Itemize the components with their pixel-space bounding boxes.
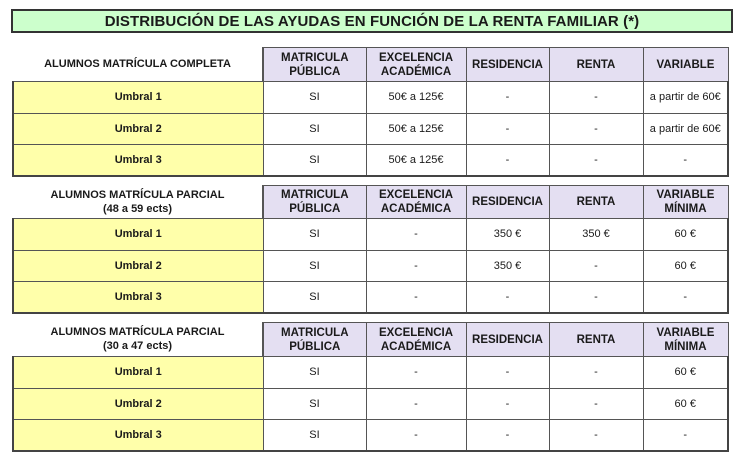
column-header-matricula-publica [263, 323, 366, 357]
cell-variable: a partir de 60€ [643, 82, 728, 114]
row-label-umbral: Umbral 2 [13, 113, 263, 145]
cell-variable: a partir de 60€ [643, 113, 728, 145]
cell-renta: - [549, 250, 643, 282]
cell-residencia: - [466, 357, 549, 389]
cell-excelencia-academica: 50€ a 125€ [366, 145, 466, 177]
header-line1: RESIDENCIA [472, 58, 543, 71]
table-row [13, 357, 728, 389]
header-line1: VARIABLE [656, 326, 715, 339]
table-section-label [13, 323, 263, 357]
column-header-matricula-publica [263, 48, 366, 82]
aid-table-matricula-parcial-48-59 [12, 185, 729, 314]
column-header-variable [643, 323, 728, 357]
column-header-renta [549, 186, 643, 219]
header-line1: MATRICULA [281, 51, 349, 64]
column-header-variable [643, 186, 728, 219]
cell-residencia: - [466, 282, 549, 314]
header-line1: RENTA [576, 333, 616, 346]
cell-matricula-publica: SI [263, 357, 366, 389]
section-label-line1: ALUMNOS MATRÍCULA PARCIAL [50, 188, 225, 201]
cell-matricula-publica: SI [263, 250, 366, 282]
row-label-umbral: Umbral 2 [13, 250, 263, 282]
header-line1: VARIABLE [656, 189, 715, 201]
table-section-label [13, 48, 263, 82]
row-label-umbral: Umbral 3 [13, 145, 263, 177]
cell-variable: 60 € [643, 357, 728, 389]
cell-variable: - [643, 282, 728, 314]
cell-variable: - [643, 420, 728, 452]
column-header-excelencia-academica [366, 48, 466, 82]
cell-residencia: - [466, 82, 549, 114]
cell-excelencia-academica: - [366, 282, 466, 314]
cell-excelencia-academica: - [366, 420, 466, 452]
header-line2: MÍNIMA [664, 340, 707, 353]
cell-excelencia-academica: - [366, 250, 466, 282]
column-header-residencia [466, 48, 549, 82]
cell-residencia: - [466, 145, 549, 177]
column-header-excelencia-academica [366, 323, 466, 357]
header-line1: VARIABLE [656, 58, 715, 71]
header-line1: MATRICULA [281, 326, 349, 339]
cell-excelencia-academica: - [366, 219, 466, 251]
cell-renta: 350 € [549, 219, 643, 251]
cell-residencia: 350 € [466, 219, 549, 251]
header-line1: MATRICULA [281, 189, 349, 201]
section-label-line2: (48 a 59 ects) [102, 202, 173, 215]
table-row [13, 420, 728, 452]
cell-matricula-publica: SI [263, 282, 366, 314]
header-line2: MÍNIMA [664, 203, 707, 215]
column-header-residencia [466, 186, 549, 219]
cell-matricula-publica: SI [263, 219, 366, 251]
header-line1: EXCELENCIA [378, 189, 454, 201]
header-line1: EXCELENCIA [378, 51, 454, 64]
row-label-umbral: Umbral 1 [13, 219, 263, 251]
header-line2: ACADÉMICA [380, 203, 452, 215]
row-label-umbral: Umbral 2 [13, 388, 263, 420]
cell-variable: 60 € [643, 219, 728, 251]
row-label-umbral: Umbral 3 [13, 420, 263, 452]
column-header-residencia [466, 323, 549, 357]
row-label-umbral: Umbral 1 [13, 357, 263, 389]
cell-residencia: - [466, 420, 549, 452]
section-label-line2: (30 a 47 ects) [102, 340, 173, 353]
table-row [13, 388, 728, 420]
cell-matricula-publica: SI [263, 113, 366, 145]
cell-matricula-publica: SI [263, 420, 366, 452]
cell-excelencia-academica: 50€ a 125€ [366, 113, 466, 145]
header-line2: ACADÉMICA [380, 65, 452, 78]
cell-matricula-publica: SI [263, 388, 366, 420]
cell-matricula-publica: SI [263, 145, 366, 177]
header-line1: RENTA [576, 58, 616, 71]
column-header-matricula-publica [263, 186, 366, 219]
header-line2: PÚBLICA [289, 65, 341, 78]
header-line1: RESIDENCIA [472, 196, 543, 208]
cell-renta: - [549, 420, 643, 452]
table-row [13, 113, 728, 145]
header-line2: PÚBLICA [289, 203, 341, 215]
header-line1: RENTA [576, 196, 616, 208]
document-title: DISTRIBUCIÓN DE LAS AYUDAS EN FUNCIÓN DE LA RENTA FAMILIAR (*) [11, 9, 733, 33]
cell-renta: - [549, 145, 643, 177]
cell-excelencia-academica: - [366, 357, 466, 389]
header-row [13, 323, 728, 357]
aid-table-matricula-completa [12, 47, 729, 177]
column-header-renta [549, 323, 643, 357]
table-row [13, 282, 728, 314]
header-row [13, 186, 728, 219]
cell-residencia: 350 € [466, 250, 549, 282]
section-label-line1: ALUMNOS MATRÍCULA PARCIAL [50, 326, 225, 339]
header-line1: EXCELENCIA [378, 326, 454, 339]
cell-variable: 60 € [643, 250, 728, 282]
header-line2: ACADÉMICA [380, 340, 452, 353]
section-label-line1: ALUMNOS MATRÍCULA COMPLETA [44, 58, 231, 71]
table-row [13, 82, 728, 114]
cell-matricula-publica: SI [263, 82, 366, 114]
header-line2: PÚBLICA [289, 340, 341, 353]
cell-variable: 60 € [643, 388, 728, 420]
column-header-excelencia-academica [366, 186, 466, 219]
cell-excelencia-academica: - [366, 388, 466, 420]
cell-renta: - [549, 388, 643, 420]
aid-table-matricula-parcial-30-47 [12, 322, 729, 452]
cell-renta: - [549, 113, 643, 145]
header-line1: RESIDENCIA [472, 333, 543, 346]
table-section-label [13, 186, 263, 219]
table-row [13, 145, 728, 177]
row-label-umbral: Umbral 3 [13, 282, 263, 314]
column-header-renta [549, 48, 643, 82]
cell-renta: - [549, 282, 643, 314]
column-header-variable [643, 48, 728, 82]
table-row [13, 250, 728, 282]
table-row [13, 219, 728, 251]
cell-residencia: - [466, 388, 549, 420]
cell-renta: - [549, 82, 643, 114]
row-label-umbral: Umbral 1 [13, 82, 263, 114]
cell-excelencia-academica: 50€ a 125€ [366, 82, 466, 114]
header-row [13, 48, 728, 82]
cell-variable: - [643, 145, 728, 177]
cell-renta: - [549, 357, 643, 389]
cell-residencia: - [466, 113, 549, 145]
